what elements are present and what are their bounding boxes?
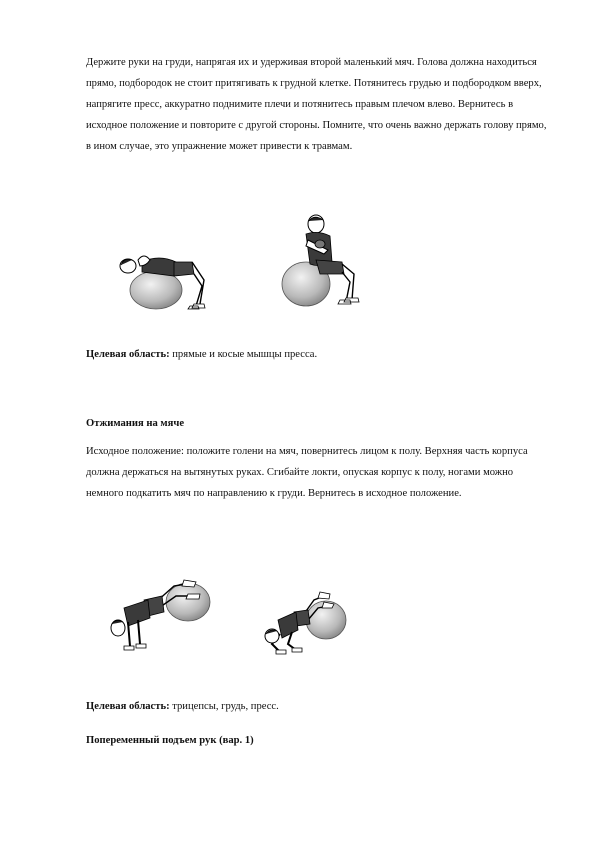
- target-area-crunch: [86, 344, 552, 365]
- section-heading-pushups: Отжимания на мяче: [86, 418, 185, 429]
- instruction-paragraph-crunch: Держите руки на груди, напрягая их и удерживая второй маленький мяч. Голова должна находиться прямо, подбородок не стоит притягивать к грудной клетке. Потянитесь грудью и подбородком вверх, напрягите пресс, аккуратно поднимите плечи и потянитесь правым плечом влево. Вернитесь в исходное положение и повторите с другой стороны. Помните, что очень важно держать голову прямо, в ином случае, это упражнение может привести к травмам.: [86, 57, 547, 152]
- exercise-illustration-pushup-down: [262, 590, 352, 662]
- exercise-illustration-pushup-start: [104, 572, 216, 660]
- exercise-illustration-crunch-start: [104, 232, 224, 310]
- exercise-illustration-crunch-twist: [280, 212, 372, 310]
- target-area-pushups: [86, 696, 552, 717]
- section-heading-arm-raise: Попеременный подъем рук (вар. 1): [86, 735, 254, 746]
- target-area-label: Целевая область:: [86, 701, 170, 712]
- ball-shape: [130, 271, 182, 309]
- target-area-text: трицепсы, грудь, пресс.: [169, 701, 279, 712]
- target-area-label: Целевая область:: [86, 349, 170, 360]
- target-area-text: прямые и косые мышцы пресса.: [169, 349, 318, 360]
- instruction-paragraph-pushups: Исходное положение: положите голени на мяч, повернитесь лицом к полу. Верхняя часть корпуса должна держаться на вытянутых руках. Сгибайте локти, опуская корпус к полу, ногами можно немного подкатить мяч по направлению к груди. Вернитесь в исходное положение.: [86, 446, 528, 499]
